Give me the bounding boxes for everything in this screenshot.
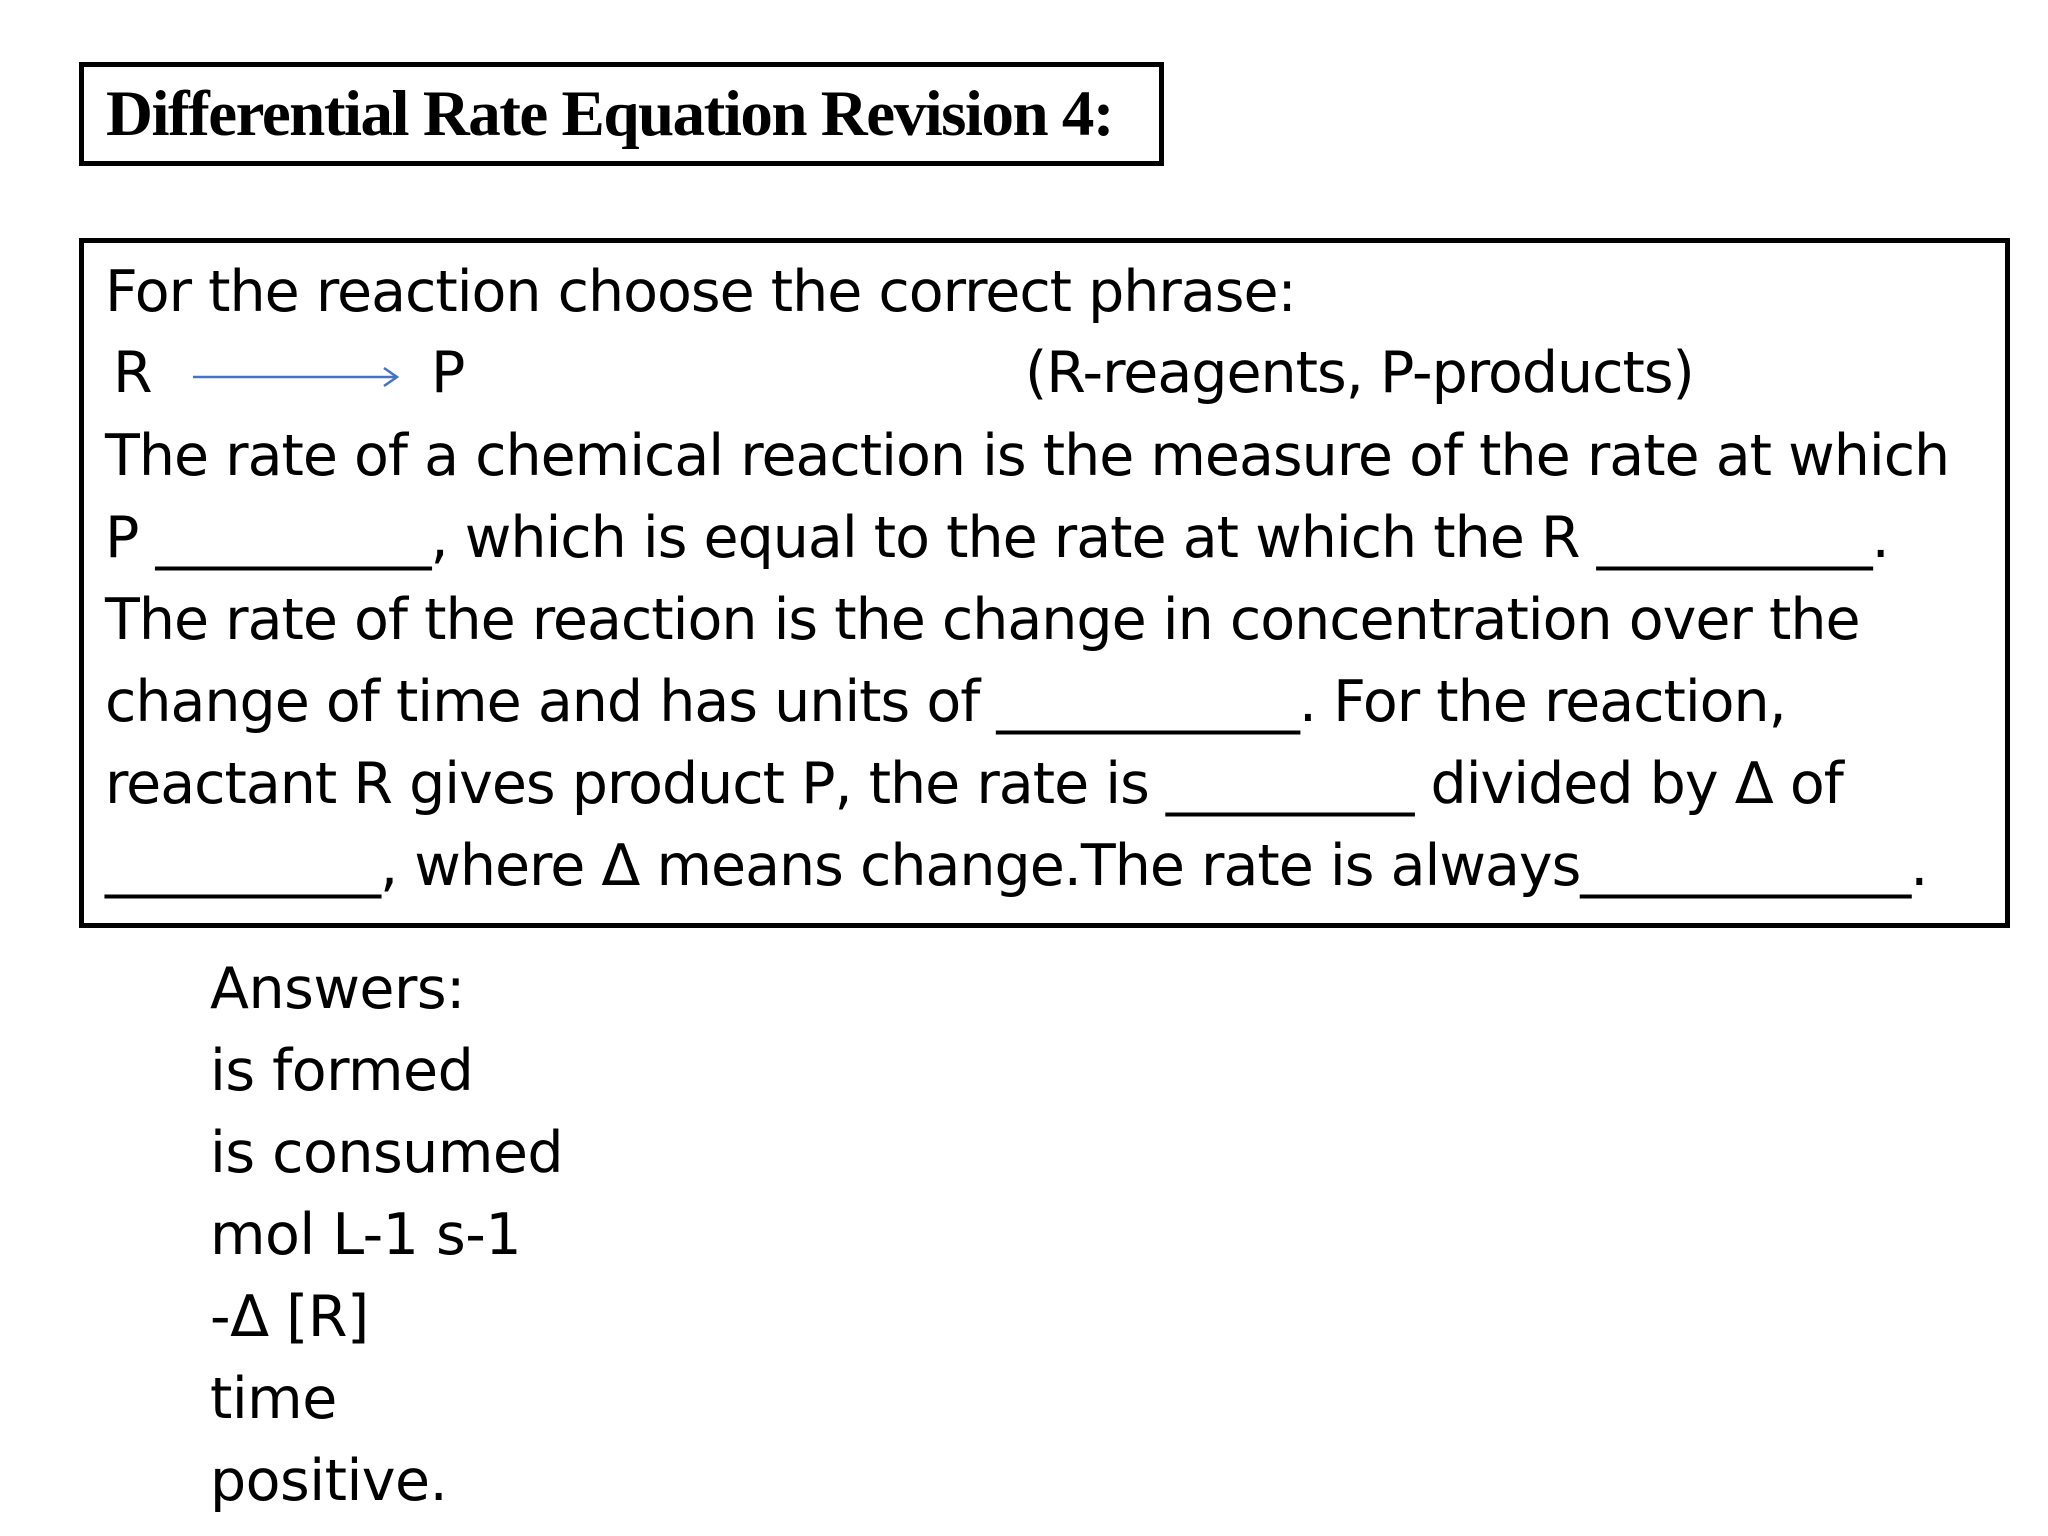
question-line-1: The rate of a chemical reaction is the measure of the rate at which [105, 423, 1950, 489]
answers-heading: Answers: [210, 956, 465, 1022]
answer-item: positive. [210, 1448, 448, 1514]
question-line-4: change of time and has units of ___________. For the reaction, [105, 669, 1786, 735]
answer-item: -Δ [R] [210, 1284, 369, 1350]
question-line-3: The rate of the reaction is the change in concentration over the [105, 587, 1860, 653]
answer-item: mol L-1 s-1 [210, 1202, 522, 1268]
answer-item: time [210, 1366, 337, 1432]
question-line-2: P __________, which is equal to the rate at which the R __________. [105, 505, 1889, 571]
product-label: P [431, 340, 465, 406]
answer-item: is formed [210, 1038, 474, 1104]
question-intro: For the reaction choose the correct phrase: [105, 259, 1296, 325]
reaction-legend: (R-reagents, P-products) [1025, 340, 1694, 406]
question-line-6: __________, where Δ means change.The rate is always____________. [105, 833, 1928, 899]
title-box [79, 62, 1164, 166]
reaction-arrow-icon [191, 362, 403, 392]
reaction-equation [105, 342, 1805, 412]
answer-item: is consumed [210, 1120, 564, 1186]
reactant-label: R [113, 340, 152, 406]
page-title: Differential Rate Equation Revision 4: [106, 78, 1114, 150]
question-line-5: reactant R gives product P, the rate is _________ divided by Δ of [105, 751, 1843, 817]
question-box [79, 238, 2010, 928]
